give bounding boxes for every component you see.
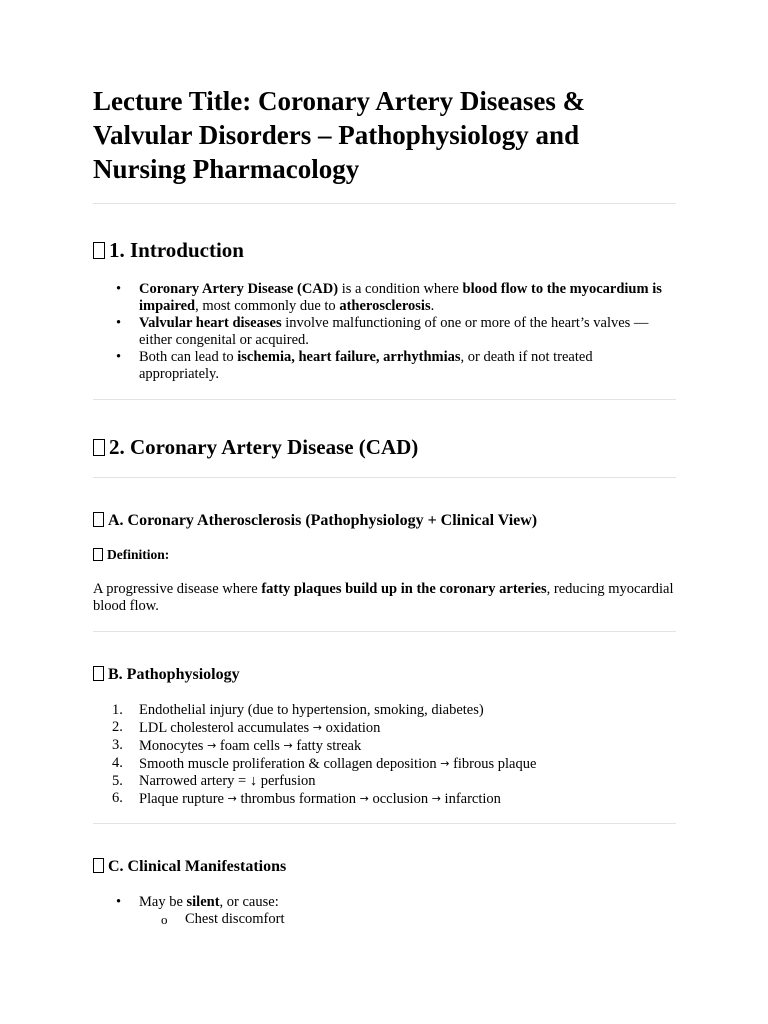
step-text: Endothelial injury (due to hypertension, smoking, diabetes)	[139, 702, 484, 718]
text: May be	[139, 894, 187, 910]
step-text: infarction	[440, 791, 501, 807]
step-number: 5.	[112, 773, 123, 789]
sub-list	[139, 911, 676, 928]
step-item	[93, 702, 676, 719]
divider	[93, 203, 676, 204]
missing-glyph-icon	[93, 548, 103, 561]
step-number: 4.	[112, 755, 123, 771]
arrow-icon: →	[440, 757, 450, 770]
arrow-icon: →	[227, 792, 237, 805]
subsection-heading-text: C. Clinical Manifestations	[108, 858, 287, 875]
arrow-icon: →	[431, 792, 441, 805]
text: , or cause:	[219, 894, 279, 910]
step-number: 3.	[112, 737, 123, 753]
missing-glyph-icon	[93, 666, 104, 681]
divider	[93, 399, 676, 400]
arrow-icon: →	[312, 721, 323, 734]
text: , reducing myocardial blood flow.	[93, 581, 674, 614]
arrow-icon: →	[207, 739, 217, 752]
text: A progressive disease where	[93, 581, 262, 597]
subsection-b-heading	[93, 665, 676, 685]
step-number: 6.	[112, 790, 123, 806]
step-text: occlusion	[368, 791, 432, 807]
definition-paragraph	[93, 581, 676, 615]
section-heading-text: 2. Coronary Artery Disease (CAD)	[109, 435, 419, 459]
step-number: 1.	[112, 702, 123, 718]
bold-text: ischemia, heart failure, arrhythmias	[237, 349, 461, 365]
arrow-icon: →	[283, 739, 293, 752]
list-item	[93, 894, 676, 928]
step-text: Smooth muscle proliferation & collagen deposition	[139, 756, 441, 772]
pathophysiology-steps-list	[93, 702, 676, 808]
text: is a condition where	[338, 281, 463, 297]
definition-label: Definition:	[107, 547, 170, 562]
divider	[93, 477, 676, 478]
step-text: fibrous plaque	[449, 756, 537, 772]
bold-text: Coronary Artery Disease (CAD)	[139, 281, 339, 297]
step-item	[93, 719, 676, 737]
subsection-a-heading	[93, 511, 676, 531]
text: , most commonly due to	[195, 298, 340, 314]
missing-glyph-icon	[93, 858, 104, 873]
step-number: 2.	[112, 719, 123, 735]
list-item	[93, 315, 676, 349]
list-item	[93, 281, 676, 315]
bold-text: fatty plaques build up in the coronary arteries	[261, 581, 547, 597]
introduction-list	[93, 281, 676, 383]
step-item	[93, 773, 676, 790]
clinical-manifestations-list	[93, 894, 676, 928]
page-title: Lecture Title: Coronary Artery Diseases & Valvular Disorders – Pathophysiology and Nursing Pharmacology	[93, 86, 586, 184]
text: involve malfunctioning of one or more of the heart’s valves — either congenital or acquired.	[139, 315, 649, 348]
step-text: fatty streak	[292, 738, 362, 754]
subsection-heading-text: A. Coronary Atherosclerosis (Pathophysiology + Clinical View)	[108, 512, 538, 529]
sub-list-item: o Chest discomfort	[139, 911, 676, 928]
step-text: Plaque rupture	[139, 791, 228, 807]
step-text: oxidation	[322, 720, 381, 736]
list-item	[93, 349, 676, 383]
missing-glyph-icon	[93, 439, 105, 456]
missing-glyph-icon	[93, 242, 105, 259]
bold-text: Valvular heart diseases	[139, 315, 282, 331]
step-text: foam cells	[216, 738, 284, 754]
arrow-icon: →	[359, 792, 369, 805]
text: .	[430, 298, 435, 314]
divider	[93, 631, 676, 632]
step-item	[93, 755, 676, 773]
step-item	[93, 737, 676, 755]
subsection-heading-text: B. Pathophysiology	[108, 666, 240, 683]
bold-text: atherosclerosis	[339, 298, 431, 314]
missing-glyph-icon	[93, 512, 104, 527]
section-introduction-heading	[93, 237, 676, 263]
document-page	[93, 84, 676, 928]
text: Both can lead to	[139, 349, 238, 365]
section-heading-text: 1. Introduction	[109, 238, 244, 262]
step-text: thrombus formation	[236, 791, 360, 807]
section-cad-heading	[93, 434, 676, 460]
subsection-c-heading	[93, 857, 676, 877]
text: , or death if not treated appropriately.	[139, 349, 593, 382]
bold-text: silent	[186, 894, 220, 910]
definition-heading	[93, 546, 676, 563]
divider	[93, 823, 676, 824]
bold-text: blood flow to the myocardium is impaired	[139, 281, 662, 314]
step-text: Narrowed artery = ↓ perfusion	[139, 773, 316, 789]
step-text: LDL cholesterol accumulates	[139, 720, 313, 736]
step-item	[93, 790, 676, 808]
step-text: Monocytes	[139, 738, 208, 754]
